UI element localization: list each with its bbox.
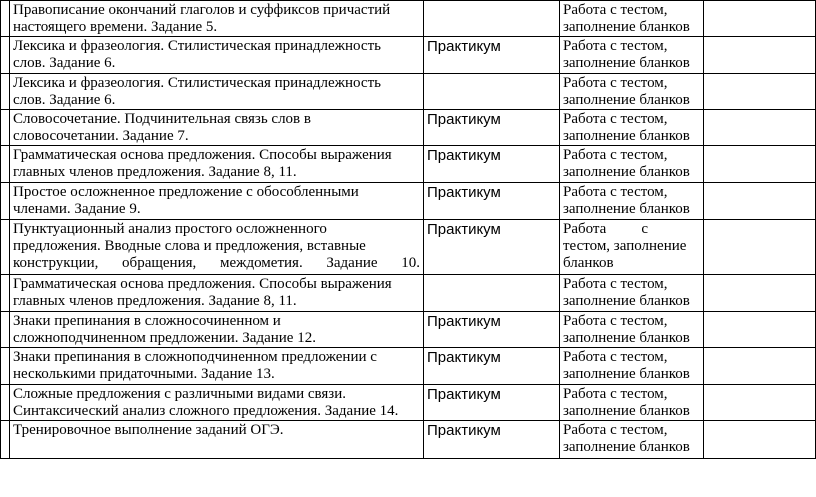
topic-line: Правописание окончаний глаголов и суффиксов причастий (13, 2, 391, 18)
activity-line: заполнение бланков (563, 19, 690, 35)
table-row (1, 385, 816, 421)
topic-line: главных членов предложения. Задание 8, 11. (13, 293, 297, 309)
topic-line: Тренировочное выполнение заданий ОГЭ. (13, 422, 284, 438)
lesson-form-cell (424, 74, 560, 110)
topic-line: Грамматическая основа предложения. Способы выражения (13, 147, 392, 163)
topic-line: конструкции, обращения, междометия. Задание 10. (13, 255, 420, 271)
topic-line: Простое осложненное предложение с обособленными (13, 184, 359, 200)
activity-line: заполнение бланков (563, 439, 690, 455)
table-row (1, 183, 816, 220)
notes-cell (704, 385, 816, 421)
lesson-form-cell: Практикум (424, 312, 560, 348)
topic-line: Знаки препинания в сложносочиненном и (13, 313, 281, 329)
activity-line: заполнение бланков (563, 366, 690, 382)
lesson-form-cell (424, 1, 560, 37)
topic-cell (10, 348, 424, 385)
topic-cell (10, 146, 424, 183)
topic-line: Знаки препинания в сложноподчиненном предложении с (13, 349, 377, 365)
table-row (1, 37, 816, 74)
topic-line: Сложные предложения с различными видами связи. (13, 386, 346, 402)
table-row (1, 312, 816, 348)
topic-cell (10, 385, 424, 421)
activity-line: Работа с (563, 221, 648, 237)
activity-line: Работа с тестом, (563, 111, 668, 127)
activity-line: бланков (563, 255, 614, 271)
notes-cell (704, 74, 816, 110)
number-cell (1, 348, 10, 385)
topic-cell (10, 421, 424, 459)
number-cell (1, 220, 10, 275)
activity-cell (560, 74, 704, 110)
notes-cell (704, 312, 816, 348)
topic-cell (10, 220, 424, 275)
notes-cell (704, 421, 816, 459)
notes-cell (704, 348, 816, 385)
topic-cell (10, 275, 424, 312)
notes-cell (704, 183, 816, 220)
activity-line: заполнение бланков (563, 403, 690, 419)
notes-cell (704, 220, 816, 275)
activity-cell (560, 146, 704, 183)
activity-line: Работа с тестом, (563, 2, 668, 18)
table-row (1, 1, 816, 37)
topic-line: настоящего времени. Задание 5. (13, 19, 218, 35)
activity-line: заполнение бланков (563, 92, 690, 108)
lesson-form-cell: Практикум (424, 183, 560, 220)
lesson-form-cell: Практикум (424, 385, 560, 421)
activity-cell (560, 37, 704, 74)
table-row (1, 348, 816, 385)
topic-line: Пунктуационный анализ простого осложненного (13, 221, 327, 237)
table-row (1, 110, 816, 146)
activity-line: Работа с тестом, (563, 313, 668, 329)
activity-cell (560, 421, 704, 459)
topic-line: Лексика и фразеология. Стилистическая принадлежность (13, 38, 381, 54)
topic-line: Лексика и фразеология. Стилистическая принадлежность (13, 75, 381, 91)
lesson-form-cell: Практикум (424, 37, 560, 74)
activity-line: Работа с тестом, (563, 349, 668, 365)
topic-cell (10, 110, 424, 146)
topic-line: слов. Задание 6. (13, 55, 116, 71)
activity-cell (560, 275, 704, 312)
activity-line: заполнение бланков (563, 201, 690, 217)
activity-cell (560, 348, 704, 385)
activity-cell (560, 385, 704, 421)
lesson-form-cell: Практикум (424, 110, 560, 146)
topic-line: Словосочетание. Подчинительная связь слов в (13, 111, 311, 127)
activity-line: заполнение бланков (563, 55, 690, 71)
activity-cell (560, 220, 704, 275)
activity-line: заполнение бланков (563, 330, 690, 346)
notes-cell (704, 275, 816, 312)
number-cell (1, 146, 10, 183)
table-row (1, 220, 816, 275)
activity-line: тестом, заполнение (563, 238, 687, 254)
activity-line: Работа с тестом, (563, 75, 668, 91)
activity-line: заполнение бланков (563, 293, 690, 309)
topic-cell (10, 183, 424, 220)
notes-cell (704, 37, 816, 74)
activity-line: Работа с тестом, (563, 147, 668, 163)
activity-line: Работа с тестом, (563, 184, 668, 200)
topic-cell (10, 74, 424, 110)
notes-cell (704, 110, 816, 146)
notes-cell (704, 1, 816, 37)
lesson-form-cell: Практикум (424, 220, 560, 275)
activity-cell (560, 110, 704, 146)
lesson-form-cell (424, 275, 560, 312)
topic-line: членами. Задание 9. (13, 201, 141, 217)
activity-line: Работа с тестом, (563, 38, 668, 54)
topic-line: слов. Задание 6. (13, 92, 116, 108)
lesson-form-cell: Практикум (424, 348, 560, 385)
lesson-form-cell: Практикум (424, 146, 560, 183)
topic-line: сложноподчиненном предложении. Задание 12. (13, 330, 316, 346)
topic-line: несколькими придаточными. Задание 13. (13, 366, 275, 382)
table-row (1, 275, 816, 312)
activity-line: Работа с тестом, (563, 422, 668, 438)
number-cell (1, 421, 10, 459)
notes-cell (704, 146, 816, 183)
topic-line: Синтаксический анализ сложного предложения. Задание 14. (13, 403, 399, 419)
activity-cell (560, 312, 704, 348)
table-row (1, 146, 816, 183)
number-cell (1, 385, 10, 421)
activity-line: Работа с тестом, (563, 276, 668, 292)
lesson-plan-body (1, 1, 816, 459)
number-cell (1, 37, 10, 74)
topic-line: словосочетании. Задание 7. (13, 128, 189, 144)
table-row (1, 421, 816, 459)
topic-line: главных членов предложения. Задание 8, 11. (13, 164, 297, 180)
activity-line: заполнение бланков (563, 128, 690, 144)
number-cell (1, 312, 10, 348)
lesson-form-cell: Практикум (424, 421, 560, 459)
topic-cell (10, 312, 424, 348)
activity-line: заполнение бланков (563, 164, 690, 180)
topic-line: Грамматическая основа предложения. Способы выражения (13, 276, 392, 292)
activity-cell (560, 183, 704, 220)
number-cell (1, 183, 10, 220)
topic-line: предложения. Вводные слова и предложения, вставные (13, 238, 366, 254)
topic-cell (10, 1, 424, 37)
table-row (1, 74, 816, 110)
number-cell (1, 74, 10, 110)
number-cell (1, 110, 10, 146)
number-cell (1, 1, 10, 37)
activity-cell (560, 1, 704, 37)
topic-cell (10, 37, 424, 74)
activity-line: Работа с тестом, (563, 386, 668, 402)
number-cell (1, 275, 10, 312)
